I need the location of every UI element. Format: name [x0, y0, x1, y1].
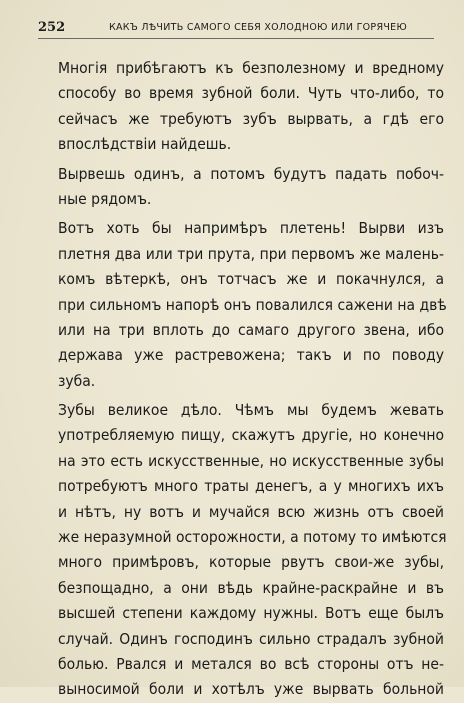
- text-line: впослѣдствіи найдешь.: [58, 135, 232, 154]
- text-line: высшей степени каждому нужны. Вотъ еще былъ: [58, 604, 444, 623]
- text-line: Вырвешь одинъ, а потомъ будутъ падать побоч-: [58, 164, 444, 183]
- text-line: или на три вплоть до самаго другого звена, ибо: [58, 320, 444, 339]
- text-line: Вотъ хоть бы напримѣръ плетень! Вырви изъ: [58, 219, 444, 238]
- text-line: потребуютъ много траты денегъ, а у многихъ ихъ: [58, 477, 444, 496]
- text-line: на это есть искусственные, но искусственные зубы: [58, 451, 444, 470]
- text-line: выносимой боли и хотѣлъ уже вырвать больной: [58, 680, 444, 699]
- paragraph: [58, 398, 447, 703]
- paragraph: [58, 162, 444, 213]
- text-line: зуба.: [58, 371, 96, 390]
- text-line: при сильномъ напорѣ онъ повалился сажени на двѣ: [58, 295, 447, 314]
- text-line: безпощадно, а они вѣдь крайне-раскрайне и въ: [58, 578, 444, 597]
- page-number: 252: [38, 19, 66, 35]
- page-header: [38, 16, 434, 39]
- text-line: же неразумной осторожности, а потому то имѣются: [58, 528, 447, 547]
- text-line: плетня два или три прута, при первомъ же малень-: [58, 244, 444, 263]
- body-text: [58, 56, 447, 703]
- text-line: способу во время зубной боли. Чуть что-либо, то: [58, 84, 444, 103]
- text-line: Многія прибѣгаютъ къ безполезному и вредному: [58, 59, 444, 77]
- running-title: КАКЪ ЛѢЧИТЬ САМОГО СЕБЯ ХОЛОДНОЮ ИЛИ ГОРЯЧЕЮ: [108, 21, 408, 33]
- text-line: сейчасъ же требуютъ зубъ вырвать, а гдѣ его: [58, 109, 444, 128]
- text-line: Зубы великое дѣло. Чѣмъ мы будемъ жевать: [58, 401, 444, 420]
- text-line: болью. Рвался и метался во всѣ стороны отъ не-: [58, 654, 444, 673]
- text-line: комъ вѣтеркѣ, онъ тотчасъ же и покачнулся, а: [58, 270, 444, 289]
- text-line: случай. Одинъ господинъ сильно страдалъ зубной: [58, 629, 444, 648]
- text-line: много примѣровъ, которые рвутъ свои-же зубы,: [58, 553, 444, 572]
- paragraph: [58, 56, 444, 158]
- text-line: употребляемую пищу, скажутъ другіе, но конечно: [58, 426, 444, 445]
- text-line: держава уже растревожена; такъ и по поводу: [58, 346, 444, 365]
- text-line: и нѣтъ, ну вотъ и мучайся всю жизнь отъ своей: [58, 502, 444, 521]
- paragraph: [58, 216, 447, 394]
- text-line: ные рядомъ.: [58, 189, 152, 208]
